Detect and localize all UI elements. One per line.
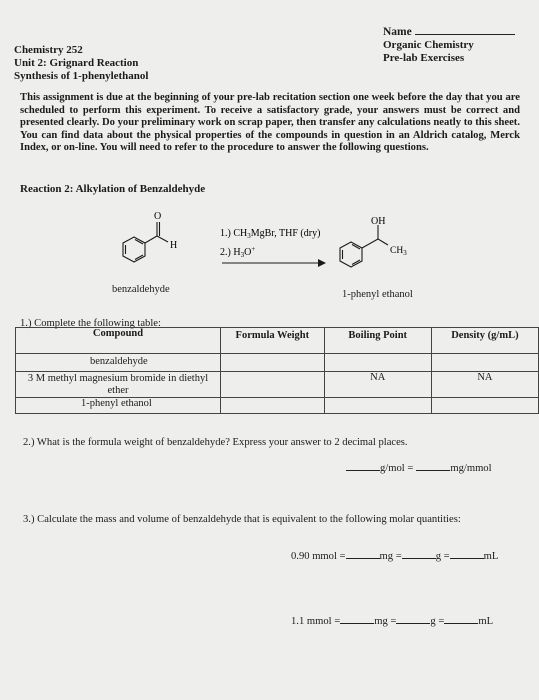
- instructions-paragraph: This assignment is due at the beginning of your pre-lab recitation section one week before the day that you are scheduled to perform this experiment. To receive a satisfactory grade, your answers must be correct and presented clearly. Do your preliminary work on scrap paper, then transfer any calculations neatly to this sheet. You can find data about the physical properties of the compounds in question in an Aldrich catalog, Merck Index, or on-line. You will need to refer to the procedure to answer the following questions.: [20, 92, 520, 154]
- cell-na: NA: [431, 372, 538, 398]
- course-title: Chemistry 252: [14, 44, 83, 56]
- q2-answer-line: [346, 461, 492, 474]
- q2-prompt: 2.) What is the formula weight of benzaldehyde? Express your answer to 2 decimal places.: [23, 437, 408, 448]
- reagent-step-2: 2.) $H_3O^+$: [220, 245, 256, 259]
- col-formula-weight: Formula Weight: [221, 328, 325, 354]
- answer-blank[interactable]: [396, 614, 430, 624]
- answer-blank[interactable]: [402, 549, 436, 559]
- name-blank[interactable]: [415, 24, 515, 35]
- unit-label: g/mol =: [380, 463, 414, 474]
- cell-input[interactable]: [221, 354, 325, 372]
- q3-line-1: [291, 549, 498, 562]
- q3-prompt: 3.) Calculate the mass and volume of benzaldehyde that is equivalent to the following molar quantities:: [23, 514, 461, 525]
- col-density: Density (g/mL): [431, 328, 538, 354]
- subject-title: Organic Chemistry: [383, 39, 474, 51]
- product-label: 1-phenyl ethanol: [342, 289, 413, 300]
- table-row: [16, 372, 539, 398]
- answer-blank[interactable]: [444, 614, 478, 624]
- doc-type: Pre-lab Exercises: [383, 52, 465, 64]
- properties-table: [15, 327, 539, 414]
- amount-label: 0.90 mmol =: [291, 551, 346, 562]
- answer-blank[interactable]: [346, 461, 380, 471]
- col-boiling-point: Boiling Point: [324, 328, 431, 354]
- unit-label: g =: [430, 616, 445, 627]
- amount-label: 1.1 mmol =: [291, 616, 341, 627]
- unit-label: g =: [435, 551, 450, 562]
- reaction-scheme: [0, 195, 539, 315]
- cell-input[interactable]: [324, 354, 431, 372]
- cell-na: NA: [324, 372, 431, 398]
- unit-title: Unit 2: Grignard Reaction: [14, 57, 139, 69]
- product-ring: [340, 242, 362, 267]
- q3-line-2: [291, 614, 493, 627]
- cell-input[interactable]: [221, 372, 325, 398]
- synthesis-title: Synthesis of 1-phenylethanol: [14, 70, 149, 82]
- answer-blank[interactable]: [450, 549, 484, 559]
- unit-label: mL: [478, 616, 494, 627]
- name-label: Name: [383, 26, 412, 38]
- atom-CH3: $CH_3$: [390, 246, 407, 257]
- answer-blank[interactable]: [346, 549, 380, 559]
- reagent-step-1: 1.) $CH_3MgBr$, THF (dry): [220, 228, 321, 240]
- row-compound: benzaldehyde: [16, 354, 221, 372]
- col-compound: Compound: [16, 328, 221, 354]
- unit-label: mL: [483, 551, 499, 562]
- table-row: [16, 398, 539, 414]
- answer-blank[interactable]: [416, 461, 450, 471]
- name-field: [383, 24, 515, 38]
- answer-blank[interactable]: [340, 614, 374, 624]
- cell-input[interactable]: [431, 354, 538, 372]
- q1-prompt: 1.) Complete the following table:: [20, 318, 161, 329]
- reactant-label: benzaldehyde: [112, 284, 170, 295]
- unit-label: mg =: [379, 551, 402, 562]
- table-row: [16, 354, 539, 372]
- row-compound: 1-phenyl ethanol: [16, 398, 221, 414]
- atom-OH: OH: [371, 216, 386, 227]
- row-compound: 3 M methyl magnesium bromide in diethyl ether: [16, 372, 221, 398]
- cell-input[interactable]: [431, 398, 538, 414]
- reaction-title: Reaction 2: Alkylation of Benzaldehyde: [20, 183, 206, 195]
- atom-H: H: [170, 240, 178, 251]
- atom-O: O: [154, 211, 162, 222]
- benzaldehyde-ring: [123, 237, 145, 262]
- cell-input[interactable]: [221, 398, 325, 414]
- unit-label: mg/mmol: [450, 463, 492, 474]
- unit-label: mg =: [374, 616, 397, 627]
- cell-input[interactable]: [324, 398, 431, 414]
